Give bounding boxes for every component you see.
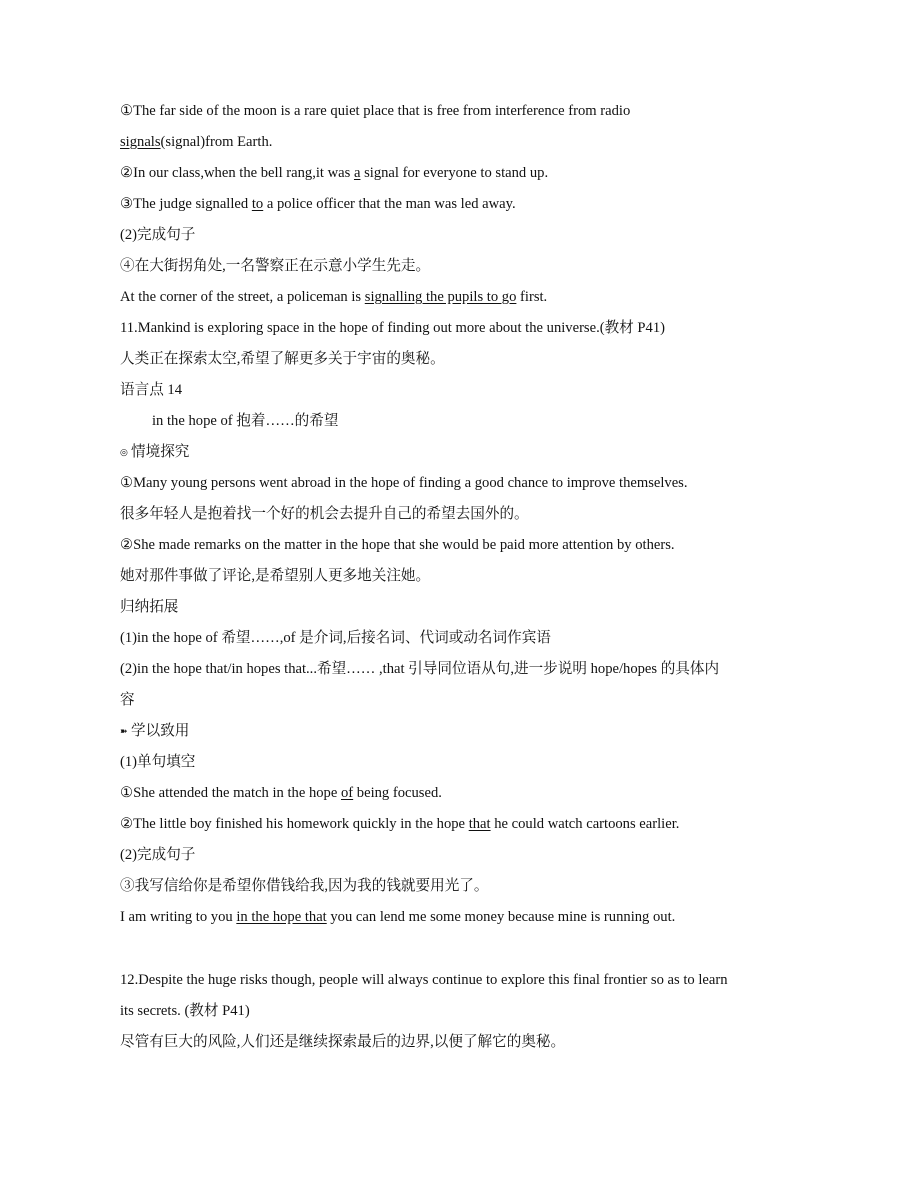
text-line	[120, 965, 800, 996]
text-line	[120, 251, 800, 282]
text-line	[120, 499, 800, 530]
text-segment: ④在大街拐角处,一名警察正在示意小学生先走。	[120, 258, 431, 274]
bullet-icon: ➽	[120, 726, 128, 736]
answer-blank: that	[468, 816, 491, 832]
text-segment: 很多年轻人是抱着找一个好的机会去提升自己的希望去国外的。	[120, 506, 529, 522]
text-line	[120, 96, 800, 127]
text-line	[120, 996, 800, 1027]
text-segment: (2)in the hope that/in hopes that...希望…… ,that 引导同位语从句,进一步说明 hope/hopes 的具体内	[120, 661, 720, 677]
text-line	[120, 716, 800, 747]
text-segment: signal for everyone to stand up.	[360, 165, 549, 181]
text-line	[120, 902, 800, 933]
text-line	[120, 747, 800, 778]
text-line	[120, 840, 800, 871]
text-segment: (1)单句填空	[120, 754, 196, 770]
text-line	[120, 344, 800, 375]
answer-blank: in the hope that	[236, 909, 327, 925]
document-body	[120, 96, 800, 1058]
bullet-icon: ◎	[120, 447, 128, 457]
text-segment: (signal)from Earth.	[160, 134, 273, 150]
text-segment: ①She attended the match in the hope	[120, 785, 341, 801]
text-line	[120, 561, 800, 592]
text-segment: (2)完成句子	[120, 227, 196, 243]
text-line	[120, 778, 800, 809]
text-segment: in the hope of 抱着……的希望	[152, 413, 339, 429]
answer-blank: to	[251, 196, 264, 212]
text-segment: a police officer that the man was led away.	[263, 196, 516, 212]
text-segment: 学以致用	[131, 723, 190, 739]
text-line	[120, 623, 800, 654]
text-segment: 她对那件事做了评论,是希望别人更多地关注她。	[120, 568, 431, 584]
answer-blank: signalling the pupils to go	[364, 289, 517, 305]
text-segment: he could watch cartoons earlier.	[490, 816, 680, 832]
text-line	[120, 220, 800, 251]
text-segment: At the corner of the street, a policeman is	[120, 289, 365, 305]
text-line	[120, 468, 800, 499]
text-segment: 尽管有巨大的风险,人们还是继续探索最后的边界,以便了解它的奥秘。	[120, 1034, 566, 1050]
text-segment: I am writing to you	[120, 909, 237, 925]
paragraph-gap	[120, 933, 800, 965]
text-line	[120, 127, 800, 158]
text-segment: (1)in the hope of 希望……,of 是介词,后接名词、代词或动名词作宾语	[120, 630, 551, 646]
text-line	[120, 685, 800, 716]
text-segment: ③The judge signalled	[120, 196, 252, 212]
text-line	[120, 313, 800, 344]
text-segment: 语言点 14	[120, 382, 183, 398]
text-segment: ①Many young persons went abroad in the hope of finding a good chance to improve themselves.	[120, 475, 688, 491]
text-segment: you can lend me some money because mine is running out.	[326, 909, 676, 925]
text-segment: ②She made remarks on the matter in the hope that she would be paid more attention by others.	[120, 537, 675, 553]
text-segment: ②The little boy finished his homework quickly in the hope	[120, 816, 469, 832]
text-segment: being focused.	[353, 785, 442, 801]
text-line	[120, 189, 800, 220]
text-segment: 12.Despite the huge risks though, people will always continue to explore this final frontier so as to learn	[120, 972, 728, 988]
text-segment: 归纳拓展	[120, 599, 179, 615]
text-segment: (2)完成句子	[120, 847, 196, 863]
text-segment: its secrets. (教材 P41)	[120, 1003, 250, 1019]
text-line	[120, 530, 800, 561]
text-line	[120, 592, 800, 623]
text-line	[120, 1027, 800, 1058]
text-line	[120, 406, 800, 437]
text-segment: 人类正在探索太空,希望了解更多关于宇宙的奥秘。	[120, 351, 445, 367]
text-line	[120, 654, 800, 685]
text-segment: 容	[120, 692, 135, 708]
text-segment: 情境探究	[131, 444, 190, 460]
text-segment: first.	[516, 289, 548, 305]
text-line	[120, 437, 800, 468]
text-segment: ③我写信给你是希望你借钱给我,因为我的钱就要用光了。	[120, 878, 489, 894]
text-line	[120, 871, 800, 902]
answer-blank: signals	[120, 134, 161, 150]
answer-blank: of	[340, 785, 354, 801]
text-segment: ①The far side of the moon is a rare quiet place that is free from interference from radio	[120, 103, 631, 119]
text-segment: ②In our class,when the bell rang,it was	[120, 165, 354, 181]
answer-blank: a	[353, 165, 361, 181]
text-segment: 11.Mankind is exploring space in the hope of finding out more about the universe.(教材 P41)	[120, 320, 665, 336]
text-line	[120, 158, 800, 189]
text-line	[120, 809, 800, 840]
text-line	[120, 282, 800, 313]
text-line	[120, 375, 800, 406]
